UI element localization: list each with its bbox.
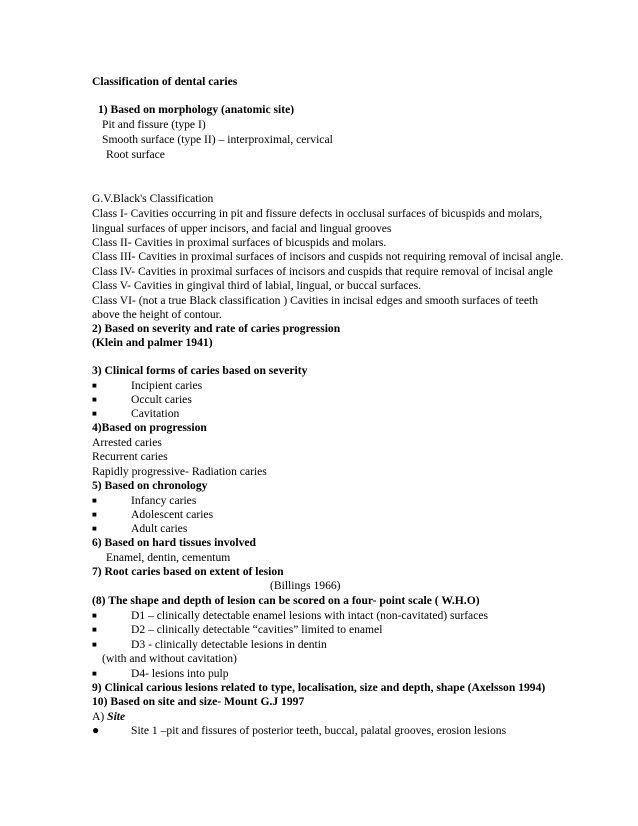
- section-3-item: Cavitation: [131, 407, 180, 420]
- section-3-item: Occult caries: [131, 393, 192, 406]
- section-8-heading: (8) The shape and depth of lesion can be scored on a four- point scale ( W.H.O): [92, 594, 480, 607]
- section-5-item: Adolescent caries: [131, 508, 214, 521]
- gv-black-line: Class I- Cavities occurring in pit and fissure defects in occlusal surfaces of bicuspids and molars,: [92, 207, 543, 220]
- section-6-heading: 6) Based on hard tissues involved: [92, 536, 256, 549]
- square-bullet-icon: ■: [92, 381, 97, 390]
- section-10-subheading: [92, 709, 125, 724]
- section-10-item: Site 1 –pit and fissures of posterior teeth, buccal, palatal grooves, erosion lesions: [131, 724, 507, 737]
- gv-black-line: Class II- Cavities in proximal surfaces of bicuspids and molars.: [92, 236, 387, 249]
- gv-black-heading: G.V.Black's Classification: [92, 192, 214, 205]
- section-8-item: D2 – clinically detectable “cavities” limited to enamel: [131, 623, 383, 636]
- gv-black-line: Class IV- Cavities in proximal surfaces of incisors and cuspids that require removal of incisal angle: [92, 265, 553, 278]
- section-1-item: Smooth surface (type II) – interproximal, cervical: [102, 133, 333, 146]
- section-2-heading: 2) Based on severity and rate of caries progression: [92, 322, 341, 335]
- section-10-heading: 10) Based on site and size- Mount G.J 1997: [92, 695, 305, 708]
- square-bullet-icon: ■: [92, 496, 97, 505]
- section-10-prefix: A): [92, 710, 108, 723]
- square-bullet-icon: ■: [92, 625, 97, 634]
- gv-black-line: lingual surfaces of upper incisors, and facial and lingual grooves: [92, 222, 392, 235]
- section-10-label: Site: [107, 710, 126, 723]
- square-bullet-icon: ■: [92, 510, 97, 519]
- section-1-heading: 1) Based on morphology (anatomic site): [98, 103, 295, 116]
- section-3-item: Incipient caries: [131, 379, 203, 392]
- section-1-item: Pit and fissure (type I): [102, 118, 206, 131]
- section-4-item: Recurrent caries: [92, 450, 168, 463]
- section-5-item: Adult caries: [131, 522, 188, 535]
- gv-black-line: above the height of contour.: [92, 308, 222, 321]
- gv-black-line: Class III- Cavities in proximal surfaces of incisors and cuspids not requiring removal of incisal angle.: [92, 250, 564, 263]
- gv-black-line: Class VI- (not a true Black classification ) Cavities in incisal edges and smooth surfaces of teeth: [92, 294, 539, 307]
- section-8-note: (with and without cavitation): [102, 652, 237, 665]
- section-5-item: Infancy caries: [131, 494, 197, 507]
- section-9-heading: 9) Clinical carious lesions related to type, localisation, size and depth, shape (Axelsson 1994): [92, 681, 546, 694]
- section-8-item: D3 - clinically detectable lesions in dentin: [131, 638, 327, 651]
- square-bullet-icon: ■: [92, 409, 97, 418]
- square-bullet-icon: ■: [92, 640, 97, 649]
- section-3-heading: 3) Clinical forms of caries based on severity: [92, 364, 308, 377]
- document-title: Classification of dental caries: [92, 75, 238, 88]
- square-bullet-icon: ■: [92, 669, 97, 678]
- section-2-subheading: (Klein and palmer 1941): [92, 336, 213, 349]
- section-7-reference: (Billings 1966): [270, 579, 341, 592]
- section-4-item: Rapidly progressive- Radiation caries: [92, 465, 267, 478]
- square-bullet-icon: ■: [92, 611, 97, 620]
- section-7-heading: 7) Root caries based on extent of lesion: [92, 565, 284, 578]
- square-bullet-icon: ■: [92, 524, 97, 533]
- gv-black-line: Class V- Cavities in gingival third of labial, lingual, or buccal surfaces.: [92, 279, 422, 292]
- section-5-heading: 5) Based on chronology: [92, 479, 208, 492]
- section-4-item: Arrested caries: [92, 436, 162, 449]
- round-bullet-icon: ●: [92, 723, 100, 737]
- square-bullet-icon: ■: [92, 395, 97, 404]
- section-6-text: Enamel, dentin, cementum: [106, 551, 231, 564]
- section-1-item: Root surface: [106, 148, 165, 161]
- section-8-item: D1 – clinically detectable enamel lesions with intact (non-cavitated) surfaces: [131, 609, 489, 622]
- section-4-heading: 4)Based on progression: [92, 421, 207, 434]
- section-8-item: D4- lesions into pulp: [131, 667, 229, 680]
